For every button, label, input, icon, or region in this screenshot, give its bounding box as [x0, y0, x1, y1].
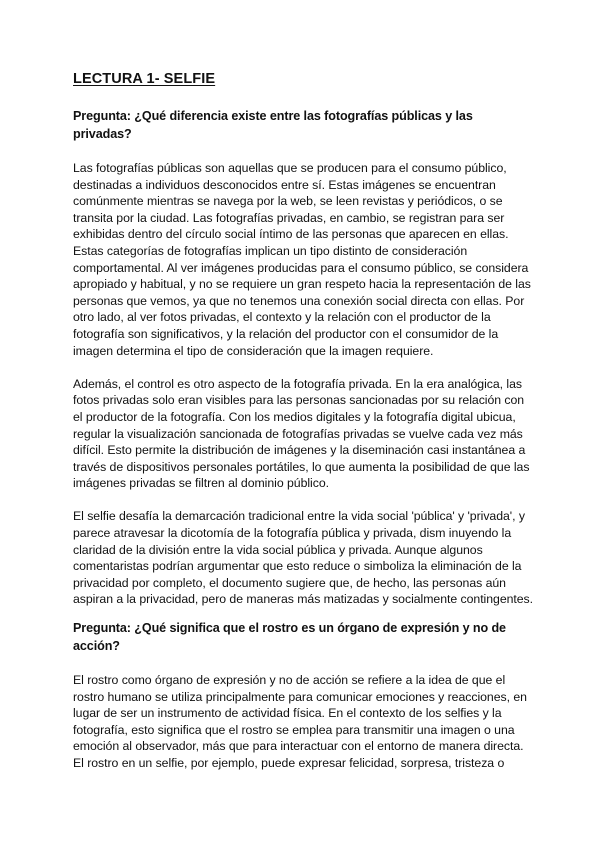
- paragraph: El rostro como órgano de expresión y no de acción se refiere a la idea de que el rostro humano se utiliza principalmente para comunicar emociones y reacciones, en lugar de ser un instrumento de actividad física. En el contexto de los selfies y la fotografía, esto significa que el rostro se emplea para transmitir una imagen o una emoción al observador, más que para interactuar con el entorno de manera directa. El rostro en un selfie, por ejemplo, puede expresar felicidad, sorpresa, tristeza o: [73, 673, 527, 770]
- paragraph: El selfie desafía la demarcación tradicional entre la vida social 'pública' y 'privada', y parece atravesar la dicotomía de la fotografía pública y privada, dism inuyendo la claridad de la división entre la vida social pública y privada. Aunque algunos comentaristas podrían argumentar que esto reduce o simboliza la eliminación de la privacidad por completo, el documento sugiere que, de hecho, las personas aún aspiran a la privacidad, pero de maneras más matizadas y socialmente contingentes.: [73, 509, 534, 607]
- document-title: LECTURA 1- SELFIE: [73, 71, 216, 87]
- paragraph: Además, el control es otro aspecto de la fotografía privada. En la era analógica, las fotos privadas solo eran visibles para las personas sancionadas por su relación con el productor de la fotografía. Con los medios digitales y la fotografía digital ubicua, regular la visualización sancionada de fotografías privadas se vuelve cada vez más difícil. Esto permite la distribución de imágenes y la diseminación casi instantánea a través de dispositivos personales portátiles, lo que aumenta la posibilidad de que las imágenes privadas se filtren al dominio público.: [73, 376, 530, 491]
- question-heading-1: Pregunta: ¿Qué diferencia existe entre las fotografías públicas y las privadas?: [73, 109, 473, 141]
- document-body: [73, 69, 533, 788]
- question-heading-2: Pregunta: ¿Qué significa que el rostro es un órgano de expresión y no de acción?: [73, 621, 506, 653]
- paragraph: Las fotografías públicas son aquellas que se producen para el consumo público, destinadas a individuos desconocidos entre sí. Estas imágenes se encuentran comúnmente mientras se navega por la web, se leen revistas y periódicos, o se transita por la ciudad. Las fotografías privadas, en cambio, se registran para ser exhibidas dentro del círculo social íntimo de las personas que aparecen en ellas. Estas categorías de fotografías implican un tipo distinto de consideración comportamental. Al ver imágenes producidas para el consumo público, se considera apropiado y habitual, y no se requiere un gran respeto hacia la representación de las personas que vemos, ya que no tenemos una conexión social directa con ellas. Por otro lado, al ver fotos privadas, el contexto y la relación con el productor de la fotografía son significativos, y la relación del productor con el consumidor de la imagen determina el tipo de consideración que la imagen requiere.: [73, 161, 531, 358]
